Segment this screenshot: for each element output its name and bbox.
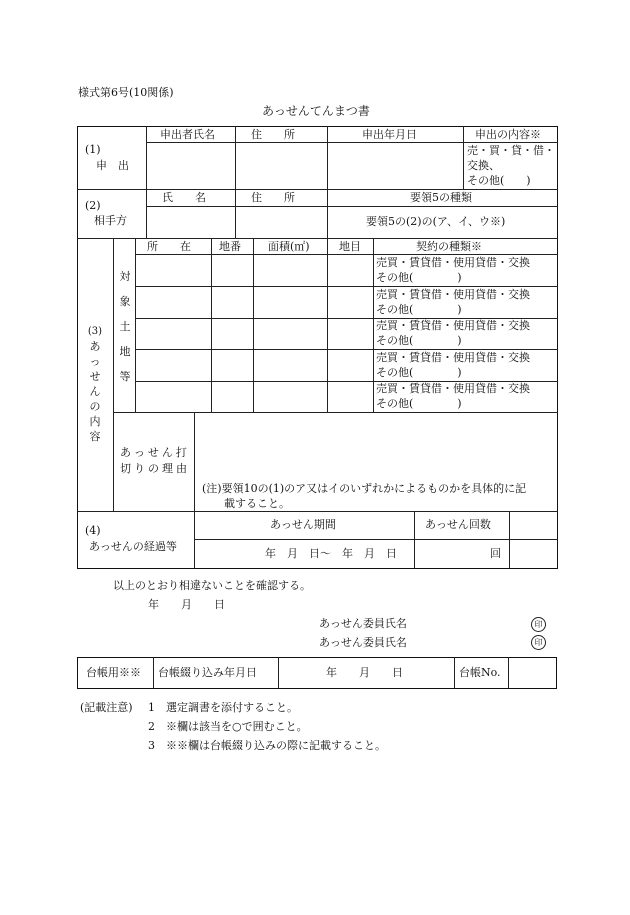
type-header: 要領5の種類 — [410, 191, 472, 204]
area-header: 面積(㎡) — [268, 240, 310, 253]
counterparty-name-header: 氏 名 — [162, 191, 206, 204]
confirmation-date: 年 月 日 — [148, 598, 225, 611]
sec4-label: あっせんの経過等 — [89, 540, 177, 553]
sec2-label: 相手方 — [94, 214, 127, 227]
applicant-name-header: 申出者氏名 — [160, 128, 215, 141]
content-option-line2: 交換、 — [467, 159, 500, 172]
sec1-number: (1) — [85, 143, 101, 156]
termination-reason-label-line1: あっせん打 — [120, 446, 190, 459]
target-land-vertical-label: 対 象 土 地 等 — [119, 270, 131, 383]
sec3-vertical-label: (3) あ っ せ ん の 内 容 — [87, 326, 103, 443]
committee-member-2-label: あっせん委員氏名 — [319, 636, 407, 649]
lot-number-header: 地番 — [219, 240, 241, 253]
content-option-line1: 売・買・貸・借・ — [467, 144, 555, 157]
period-header: あっせん期間 — [270, 518, 336, 531]
ledger-date-label: 台帳綴り込み年月日 — [158, 666, 257, 679]
counterparty-address-header: 住 所 — [251, 191, 295, 204]
ledger-use-label: 台帳用※※ — [86, 666, 141, 679]
seal-mark: 印 — [531, 635, 546, 650]
reason-note-line2: 載すること。 — [224, 497, 290, 510]
content-option-line3: その他( ) — [467, 174, 531, 187]
period-value: 年 月 日〜 年 月 日 — [265, 547, 397, 560]
applicant-address-header: 住 所 — [251, 128, 295, 141]
form-number: 様式第6号(10関係) — [78, 86, 174, 99]
sec2-number: (2) — [85, 199, 101, 212]
type-value: 要領5の(2)の(ア、イ、ウ※) — [366, 215, 506, 228]
sec4-number: (4) — [85, 524, 101, 537]
count-header: あっせん回数 — [425, 518, 491, 531]
page-title: あっせんてんまつ書 — [262, 104, 370, 118]
land-category-header: 地目 — [339, 240, 361, 253]
reason-note-line1: (注)要領10の(1)のア又はイのいずれかによるものかを具体的に記 — [202, 482, 527, 495]
location-header: 所 在 — [147, 240, 191, 253]
form-page: 様式第6号(10関係) あっせんてんまつ書 (1) 申 出 申出者氏名 住 所 申出年月日 申出の内容※ 売・買・貸・借・ 交換、 その他( ) (2) 相手方 氏 名 住 所 要領5の種類 要領5の(2)の(ア、イ、ウ※) (3) あ っ せ ん の 内 容 対 象 土 地 等 所 在 地番 面積(㎡) 地目 契約の種類※ 売買・賃貸借・使用貸借・交換 その他( ) 売買・賃貸借・使用貸借・交換 その他( ) 売買・賃貸借・使用貸借・交換 その他( ) 売買・賃貸借・使用貸借・交換 その他( ) 売買・賃貸借・使用貸借・交換 その他( ) あっせん打 切りの理由 (注)要領10の(1)のア又はイのいずれかによるものかを具体的に記 載すること。 (4) あっせんの経過等 あっせん期間 あっせん回数 年 月 日〜 年 月 日 回 以上のとおり相違ないことを確認する。 年 月 日 あっせん委員氏名 印 あっせん委員氏名 印 台帳用※※ 台帳綴り込み年月日 年 月 日 台帳No. (記載注意) 1 選定調書を添付すること。 2 ※欄は該当を○で囲むこと。 3 ※※欄は台帳綴り込みの際に記載すること。 — [0, 0, 630, 915]
notes-heading: (記載注意) — [80, 701, 133, 714]
termination-reason-label-line2: 切りの理由 — [120, 462, 190, 475]
application-content-header: 申出の内容※ — [475, 128, 541, 141]
seal-mark: 印 — [531, 617, 546, 632]
ledger-number-label: 台帳No. — [459, 666, 501, 679]
contract-type-header: 契約の種類※ — [416, 240, 482, 253]
count-value: 回 — [490, 547, 501, 560]
committee-member-1-label: あっせん委員氏名 — [319, 617, 407, 630]
application-date-header: 申出年月日 — [362, 128, 417, 141]
sec1-label: 申 出 — [96, 159, 129, 172]
ledger-date-value: 年 月 日 — [326, 666, 403, 679]
confirmation-statement: 以上のとおり相違ないことを確認する。 — [113, 579, 311, 592]
